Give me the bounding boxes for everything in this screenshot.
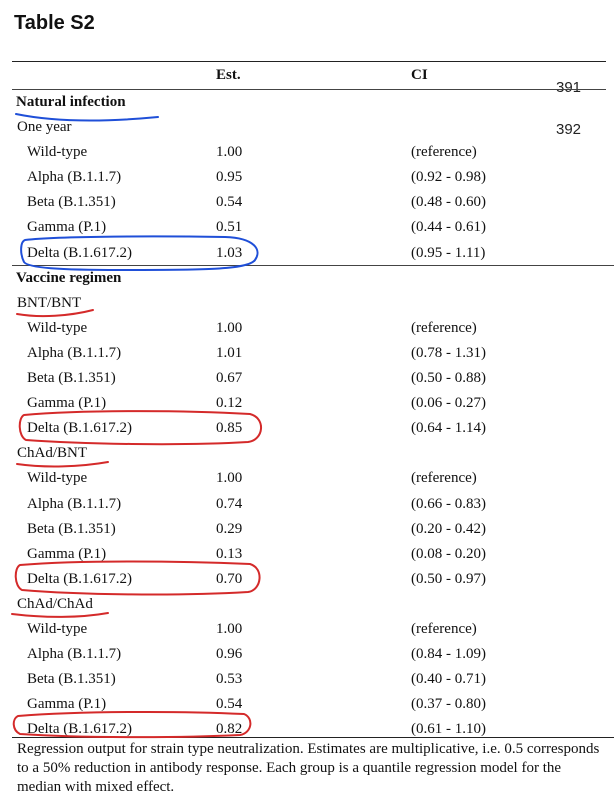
ci-cell: (0.61 - 1.10)	[411, 721, 486, 738]
ci-cell: (reference)	[411, 144, 477, 161]
col-header-est: Est.	[216, 67, 241, 83]
row-label: Gamma (P.1)	[27, 545, 107, 562]
col-header-ci: CI	[411, 67, 428, 83]
ci-cell: (0.48 - 0.60)	[411, 194, 486, 211]
row-label: Beta (B.1.351)	[27, 520, 116, 537]
row-label: Gamma (P.1)	[27, 219, 107, 236]
heading-label: Vaccine regimen	[16, 269, 122, 286]
line-number: 391	[556, 79, 582, 96]
estimate-cell: 0.82	[216, 721, 243, 738]
row-label: Beta (B.1.351)	[27, 194, 116, 211]
table-caption: Regression output for strain type neutralization. Estimates are multiplicative, i.e. 0.5 corresponds to a 50% reduction in antibody response. Each group is a quantile regression model for the median with mixed effect.	[17, 741, 600, 795]
row-label: Alpha (B.1.1.7)	[27, 344, 122, 361]
table-row	[0, 366, 614, 391]
bottom-rule	[12, 737, 614, 738]
ci-cell: (0.44 - 0.61)	[411, 219, 486, 236]
ci-cell: (reference)	[411, 470, 477, 487]
ci-cell: (0.95 - 1.11)	[411, 244, 486, 261]
group-heading	[0, 291, 614, 316]
section-divider	[12, 265, 614, 266]
table-row	[0, 316, 614, 341]
table-body	[0, 90, 614, 742]
section-heading	[0, 266, 614, 291]
table-row	[0, 165, 614, 190]
estimate-cell: 1.00	[216, 319, 243, 336]
line-number: 392	[556, 121, 582, 138]
table-row	[0, 642, 614, 667]
table-row	[0, 140, 614, 165]
estimate-cell: 0.51	[216, 219, 243, 236]
table-row	[0, 617, 614, 642]
ci-cell: (0.78 - 1.31)	[411, 344, 486, 361]
row-label: Alpha (B.1.1.7)	[27, 169, 122, 186]
heading-label: One year	[17, 119, 72, 136]
estimate-cell: 1.03	[216, 244, 243, 261]
estimate-cell: 0.74	[216, 495, 243, 512]
row-label: Delta (B.1.617.2)	[27, 721, 132, 738]
table-row	[0, 466, 614, 491]
row-label: Delta (B.1.617.2)	[27, 244, 132, 261]
group-heading	[0, 115, 614, 140]
ci-cell: (0.84 - 1.09)	[411, 646, 486, 663]
estimate-cell: 0.95	[216, 169, 243, 186]
table-title: Table S2	[14, 12, 95, 34]
top-rule	[12, 61, 606, 62]
ci-cell: (0.50 - 0.97)	[411, 570, 486, 587]
estimate-cell: 0.54	[216, 194, 243, 211]
table-row	[0, 190, 614, 215]
row-label: Gamma (P.1)	[27, 696, 107, 713]
ci-cell: (reference)	[411, 319, 477, 336]
estimate-cell: 1.00	[216, 620, 243, 637]
group-heading	[0, 441, 614, 466]
estimate-cell: 1.00	[216, 144, 243, 161]
table-row	[0, 416, 614, 441]
row-label: Wild-type	[27, 144, 88, 161]
row-label: Gamma (P.1)	[27, 395, 107, 412]
group-heading	[0, 592, 614, 617]
table-row	[0, 717, 614, 742]
ci-cell: (0.37 - 0.80)	[411, 696, 486, 713]
table-row	[0, 341, 614, 366]
row-label: Beta (B.1.351)	[27, 370, 116, 387]
estimate-cell: 0.13	[216, 545, 243, 562]
ci-cell: (0.20 - 0.42)	[411, 520, 486, 537]
estimate-cell: 1.00	[216, 470, 243, 487]
table-row	[0, 391, 614, 416]
ci-cell: (0.40 - 0.71)	[411, 671, 486, 688]
row-label: Alpha (B.1.1.7)	[27, 495, 122, 512]
ci-cell: (reference)	[411, 620, 477, 637]
row-label: Alpha (B.1.1.7)	[27, 646, 122, 663]
ci-cell: (0.64 - 1.14)	[411, 420, 486, 437]
ci-cell: (0.50 - 0.88)	[411, 370, 486, 387]
row-label: Delta (B.1.617.2)	[27, 420, 132, 437]
estimate-cell: 0.53	[216, 671, 243, 688]
heading-label: Natural infection	[16, 94, 126, 110]
table-row	[0, 542, 614, 567]
estimate-cell: 1.01	[216, 344, 243, 361]
row-label: Delta (B.1.617.2)	[27, 570, 132, 587]
ci-cell: (0.08 - 0.20)	[411, 545, 486, 562]
table-row	[0, 692, 614, 717]
row-label: Wild-type	[27, 470, 88, 487]
row-label: Beta (B.1.351)	[27, 671, 116, 688]
estimate-cell: 0.85	[216, 420, 243, 437]
table-row	[0, 241, 614, 266]
table-row	[0, 667, 614, 692]
heading-label: BNT/BNT	[17, 294, 82, 311]
table-row	[0, 215, 614, 240]
heading-label: ChAd/BNT	[17, 445, 88, 462]
table-row	[0, 517, 614, 542]
row-label: Wild-type	[27, 620, 88, 637]
ci-cell: (0.66 - 0.83)	[411, 495, 486, 512]
table-row	[0, 492, 614, 517]
estimate-cell: 0.54	[216, 696, 243, 713]
estimate-cell: 0.67	[216, 370, 243, 387]
estimate-cell: 0.29	[216, 520, 243, 537]
row-label: Wild-type	[27, 319, 88, 336]
table-row	[0, 567, 614, 592]
estimate-cell: 0.12	[216, 395, 243, 412]
ci-cell: (0.92 - 0.98)	[411, 169, 486, 186]
ci-cell: (0.06 - 0.27)	[411, 395, 486, 412]
section-heading	[0, 90, 614, 115]
estimate-cell: 0.96	[216, 646, 243, 663]
estimate-cell: 0.70	[216, 570, 243, 587]
heading-label: ChAd/ChAd	[17, 595, 93, 612]
